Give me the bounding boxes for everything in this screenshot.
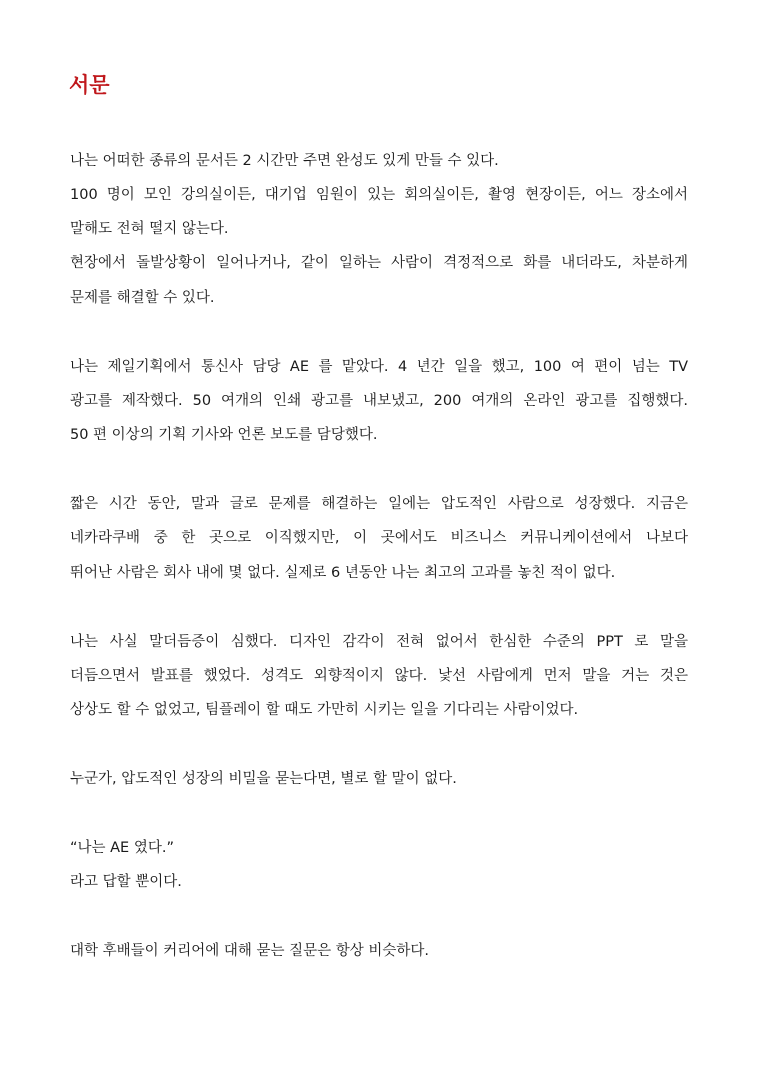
paragraph-line: 말해도 전혀 떨지 않는다. <box>70 221 229 237</box>
paragraph-line: 누군가, 압도적인 성장의 비밀을 묻는다면, 별로 할 말이 없다. <box>70 771 457 787</box>
section-title: 서문 <box>69 73 110 97</box>
paragraph-line: 나는 제일기획에서 통신사 담당 AE 를 맡았다. 4 년간 일을 했고, 100 여 편이 넘는 TV <box>70 359 688 375</box>
paragraph-line: 현장에서 돌발상황이 일어나거나, 같이 일하는 사람이 격정적으로 화를 내더라도, 차분하게 <box>70 255 688 271</box>
paragraph-line: 더듬으면서 발표를 했었다. 성격도 외향적이지 않다. 낯선 사람에게 먼저 말을 거는 것은 <box>70 668 688 684</box>
paragraph-line: “나는 AE 였다.” <box>70 840 174 856</box>
paragraph-line: 50 편 이상의 기획 기사와 언론 보도를 담당했다. <box>70 427 378 443</box>
paragraph-line: 나는 어떠한 종류의 문서든 2 시간만 주면 완성도 있게 만들 수 있다. <box>70 153 499 169</box>
paragraph-line: 문제를 해결할 수 있다. <box>70 290 215 306</box>
paragraph-line: 뛰어난 사람은 회사 내에 몇 없다. 실제로 6 년동안 나는 최고의 고과를 놓친 적이 없다. <box>70 565 616 581</box>
paragraph-line: 짧은 시간 동안, 말과 글로 문제를 해결하는 일에는 압도적인 사람으로 성장했다. 지금은 <box>70 496 688 512</box>
paragraph-line: 라고 답할 뿐이다. <box>70 874 182 890</box>
paragraph-line: 100 명이 모인 강의실이든, 대기업 임원이 있는 회의실이든, 촬영 현장이든, 어느 장소에서 <box>70 187 688 203</box>
paragraph-line: 네카라쿠배 중 한 곳으로 이직했지만, 이 곳에서도 비즈니스 커뮤니케이션에서 나보다 <box>70 530 688 546</box>
paragraph-line: 상상도 할 수 없었고, 팀플레이 할 때도 가만히 시키는 일을 기다리는 사람이었다. <box>70 702 579 718</box>
paragraph-line: 대학 후배들이 커리어에 대해 묻는 질문은 항상 비슷하다. <box>70 943 430 959</box>
paragraph-line: 광고를 제작했다. 50 여개의 인쇄 광고를 내보냈고, 200 여개의 온라인 광고를 집행했다. <box>70 393 688 409</box>
paragraph-line: 나는 사실 말더듬증이 심했다. 디자인 감각이 전혀 없어서 한심한 수준의 PPT 로 말을 <box>70 634 688 650</box>
